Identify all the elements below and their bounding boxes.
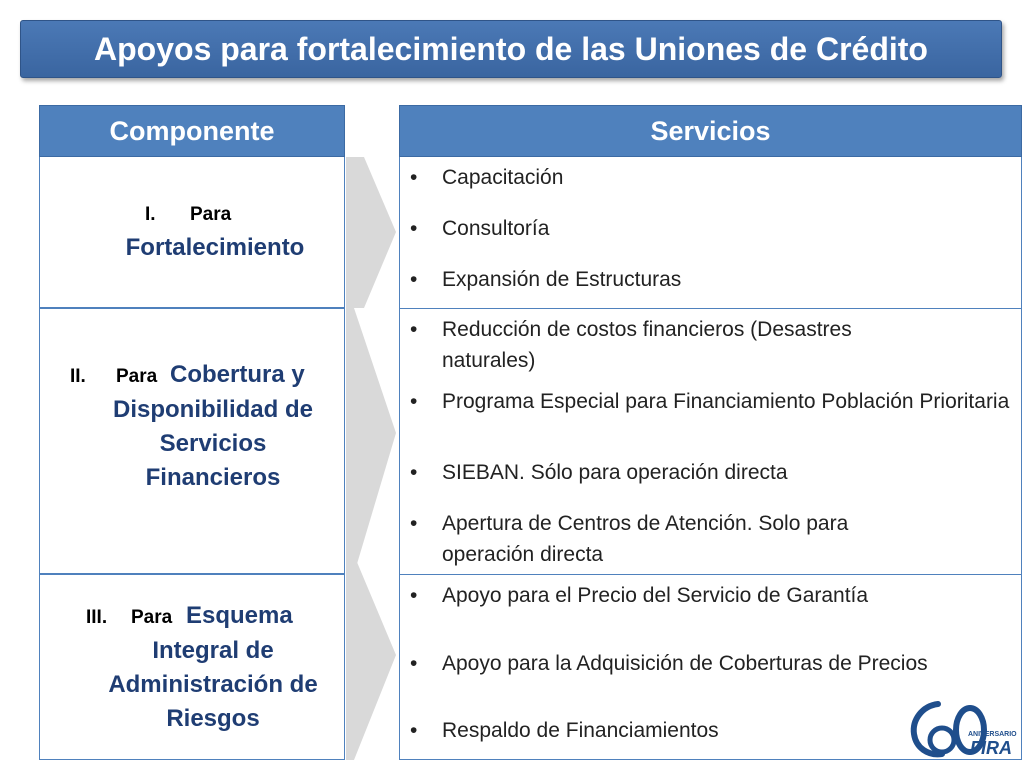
service-item xyxy=(410,264,1010,295)
component-2-name-first: Cobertura y xyxy=(170,361,305,388)
component-2-name-line-3: Financieros xyxy=(145,464,281,491)
bullet-icon: • xyxy=(410,719,418,742)
arrow-chevron-icon-3 xyxy=(346,555,398,760)
bullet-icon: • xyxy=(410,461,418,484)
service-item xyxy=(410,457,1010,488)
services-divider-2 xyxy=(399,574,1022,575)
service-item xyxy=(410,648,1010,679)
logo-top-text: ANIVERSARIO xyxy=(968,731,1017,738)
component-2-name-line-2: Servicios xyxy=(159,430,267,457)
service-item xyxy=(410,314,930,376)
component-2-name-line-1: Disponibilidad de xyxy=(112,396,313,423)
service-text: Programa Especial para Financiamiento Población Prioritaria xyxy=(442,390,1010,413)
service-text: Reducción de costos financieros (Desastres naturales) xyxy=(442,318,852,372)
component-3-name-line-3: Riesgos xyxy=(166,705,260,732)
service-item xyxy=(410,162,1010,193)
header-componente: Componente xyxy=(39,105,345,157)
component-1-roman: I. xyxy=(145,204,156,225)
header-servicios: Servicios xyxy=(399,105,1022,157)
component-3-prefix: Para xyxy=(131,607,173,628)
bullet-icon: • xyxy=(410,166,418,189)
bullet-icon: • xyxy=(410,318,418,341)
bullet-icon: • xyxy=(410,652,418,675)
component-3-roman: III. xyxy=(86,607,108,628)
component-2-prefix: Para xyxy=(116,366,158,387)
service-item xyxy=(410,213,1010,244)
bullet-icon: • xyxy=(410,390,418,413)
bullet-icon: • xyxy=(410,217,418,240)
service-text: Capacitación xyxy=(442,166,564,189)
service-text: SIEBAN. Sólo para operación directa xyxy=(442,461,788,484)
fira-60-logo xyxy=(908,696,1018,760)
service-text: Consultoría xyxy=(442,217,550,240)
component-3-name-first: Esquema xyxy=(186,602,293,629)
service-text: Apoyo para el Precio del Servicio de Garantía xyxy=(442,584,869,607)
slide-title: Apoyos para fortalecimiento de las Uniones de Crédito xyxy=(20,20,1002,78)
service-item xyxy=(410,580,1010,611)
arrow-chevron-icon-1 xyxy=(346,157,398,308)
component-2-roman: II. xyxy=(70,366,86,387)
service-text: Apoyo para la Adquisición de Coberturas de Precios xyxy=(442,652,928,675)
component-box-1 xyxy=(39,157,345,308)
service-item xyxy=(410,386,1010,417)
service-text: Expansión de Estructuras xyxy=(442,268,682,291)
service-item xyxy=(410,508,930,570)
arrow-chevron-icon-2 xyxy=(346,308,398,574)
bullet-icon: • xyxy=(410,512,418,535)
component-3-name-line-1: Integral de xyxy=(152,637,274,664)
service-text: Respaldo de Financiamientos xyxy=(442,719,719,742)
component-1-name: Fortalecimiento xyxy=(125,234,305,261)
bullet-icon: • xyxy=(410,268,418,291)
component-3-name-line-2: Administración de xyxy=(108,671,318,698)
service-text: Apertura de Centros de Atención. Solo para operación directa xyxy=(442,512,849,566)
logo-brand-text: FIRA xyxy=(970,738,1012,758)
bullet-icon: • xyxy=(410,584,418,607)
component-1-prefix: Para xyxy=(190,204,232,225)
services-divider-1 xyxy=(399,308,1022,309)
